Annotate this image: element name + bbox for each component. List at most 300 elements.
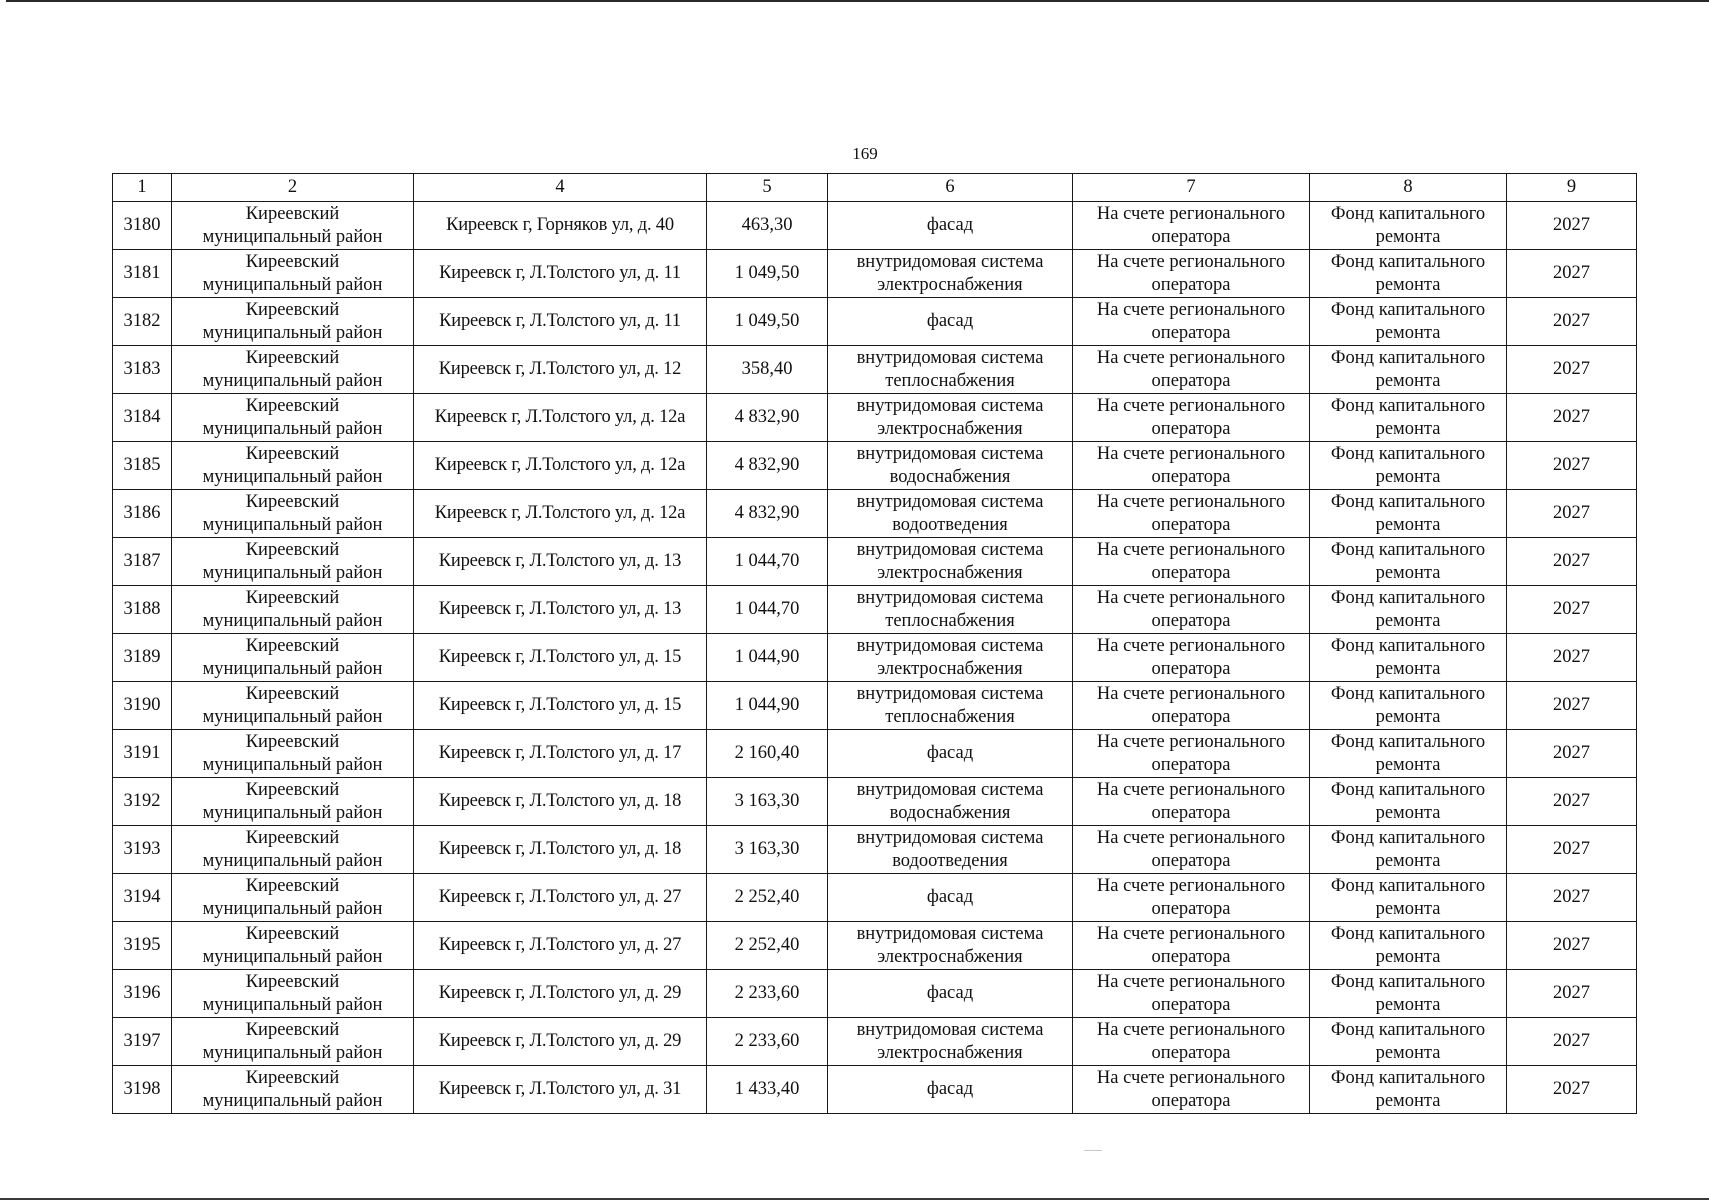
funding-source-line: Фонд капитального	[1330, 827, 1486, 848]
funding-source-line: ремонта	[1375, 370, 1441, 391]
building-address: Киреевск г, Л.Толстого ул, д. 29	[414, 1018, 707, 1066]
planned-year: 2027	[1507, 922, 1637, 970]
municipal-district-line: муниципальный район	[202, 274, 383, 295]
funding-source-line: ремонта	[1375, 898, 1441, 919]
planned-year: 2027	[1507, 490, 1637, 538]
funding-source-line: ремонта	[1375, 754, 1441, 775]
repair-work-type-line: фасад	[926, 1079, 974, 1099]
capital-repair-table	[112, 173, 1637, 1114]
municipal-district	[172, 346, 414, 394]
fund-account-method	[1073, 634, 1310, 682]
fund-account-method-line: оператора	[1151, 322, 1231, 343]
fund-account-method	[1073, 1018, 1310, 1066]
funding-source-line: Фонд капитального	[1330, 299, 1486, 320]
municipal-district-line: муниципальный район	[202, 850, 383, 871]
funding-source-line: Фонд капитального	[1330, 779, 1486, 800]
building-area: 2 160,40	[707, 730, 828, 778]
row-number: 3181	[113, 250, 172, 298]
municipal-district-line: Киреевский	[245, 923, 340, 944]
municipal-district	[172, 586, 414, 634]
fund-account-method	[1073, 778, 1310, 826]
table-row	[113, 730, 1637, 778]
fund-account-method	[1073, 586, 1310, 634]
funding-source-line: Фонд капитального	[1330, 491, 1486, 512]
table-row	[113, 298, 1637, 346]
fund-account-method-line: оператора	[1151, 562, 1231, 583]
municipal-district	[172, 1066, 414, 1114]
header-col-5: 5	[707, 174, 828, 202]
municipal-district	[172, 394, 414, 442]
fund-account-method-line: оператора	[1151, 514, 1231, 535]
fund-account-method	[1073, 250, 1310, 298]
repair-work-type-line: водоотведения	[892, 850, 1008, 871]
municipal-district-line: Киреевский	[245, 1067, 340, 1088]
municipal-district-line: Киреевский	[245, 1019, 340, 1040]
building-area: 1 049,50	[707, 298, 828, 346]
fund-account-method-line: оператора	[1151, 754, 1231, 775]
repair-work-type-line: внутридомовая система	[856, 1019, 1044, 1040]
building-address: Киреевск г, Л.Толстого ул, д. 13	[414, 586, 707, 634]
repair-work-type-line: водоснабжения	[889, 466, 1011, 487]
municipal-district-line: муниципальный район	[202, 1042, 383, 1063]
funding-source	[1310, 826, 1507, 874]
table-row	[113, 778, 1637, 826]
municipal-district-line: Киреевский	[245, 683, 340, 704]
building-address: Киреевск г, Л.Толстого ул, д. 31	[414, 1066, 707, 1114]
repair-work-type	[828, 394, 1073, 442]
header-col-7: 7	[1073, 174, 1310, 202]
fund-account-method-line: На счете регионального	[1096, 635, 1286, 656]
municipal-district-line: муниципальный район	[202, 418, 383, 439]
table-row	[113, 442, 1637, 490]
planned-year: 2027	[1507, 730, 1637, 778]
municipal-district-line: Киреевский	[245, 395, 340, 416]
municipal-district-line: Киреевский	[245, 443, 340, 464]
building-address: Киреевск г, Л.Толстого ул, д. 13	[414, 538, 707, 586]
repair-work-type-line: внутридомовая система	[856, 683, 1044, 704]
repair-work-type-line: фасад	[926, 983, 974, 1003]
funding-source-line: ремонта	[1375, 946, 1441, 967]
row-number: 3183	[113, 346, 172, 394]
fund-account-method	[1073, 730, 1310, 778]
row-number: 3196	[113, 970, 172, 1018]
building-area: 1 044,70	[707, 538, 828, 586]
funding-source-line: Фонд капитального	[1330, 443, 1486, 464]
building-area: 1 049,50	[707, 250, 828, 298]
municipal-district-line: Киреевский	[245, 251, 340, 272]
fund-account-method	[1073, 874, 1310, 922]
fund-account-method	[1073, 682, 1310, 730]
fund-account-method-line: оператора	[1151, 370, 1231, 391]
funding-source	[1310, 442, 1507, 490]
row-number: 3180	[113, 202, 172, 250]
fund-account-method-line: На счете регионального	[1096, 923, 1286, 944]
municipal-district-line: муниципальный район	[202, 226, 383, 247]
table-row	[113, 346, 1637, 394]
repair-work-type	[828, 970, 1073, 1018]
repair-work-type	[828, 250, 1073, 298]
municipal-district	[172, 634, 414, 682]
table-row	[113, 250, 1637, 298]
municipal-district-line: муниципальный район	[202, 370, 383, 391]
funding-source-line: Фонд капитального	[1330, 587, 1486, 608]
repair-work-type-line: фасад	[926, 215, 974, 235]
repair-work-type-line: электроснабжения	[877, 562, 1023, 583]
planned-year: 2027	[1507, 826, 1637, 874]
building-address: Киреевск г, Л.Толстого ул, д. 18	[414, 826, 707, 874]
municipal-district	[172, 538, 414, 586]
planned-year: 2027	[1507, 682, 1637, 730]
table-row	[113, 1018, 1637, 1066]
funding-source	[1310, 970, 1507, 1018]
funding-source-line: ремонта	[1375, 418, 1441, 439]
planned-year: 2027	[1507, 1066, 1637, 1114]
fund-account-method-line: оператора	[1151, 706, 1231, 727]
funding-source-line: Фонд капитального	[1330, 731, 1486, 752]
repair-work-type-line: внутридомовая система	[856, 539, 1044, 560]
repair-work-type	[828, 586, 1073, 634]
row-number: 3190	[113, 682, 172, 730]
funding-source-line: ремонта	[1375, 994, 1441, 1015]
fund-account-method-line: На счете регионального	[1096, 1019, 1286, 1040]
fund-account-method-line: оператора	[1151, 850, 1231, 871]
building-area: 2 233,60	[707, 970, 828, 1018]
funding-source-line: Фонд капитального	[1330, 539, 1486, 560]
building-address: Киреевск г, Л.Толстого ул, д. 17	[414, 730, 707, 778]
repair-work-type	[828, 730, 1073, 778]
row-number: 3193	[113, 826, 172, 874]
fund-account-method-line: оператора	[1151, 1042, 1231, 1063]
repair-work-type-line: теплоснабжения	[885, 706, 1015, 727]
municipal-district	[172, 778, 414, 826]
fund-account-method-line: оператора	[1151, 1090, 1231, 1111]
row-number: 3188	[113, 586, 172, 634]
row-number: 3192	[113, 778, 172, 826]
repair-work-type	[828, 538, 1073, 586]
repair-work-type-line: водоотведения	[892, 514, 1008, 535]
row-number: 3185	[113, 442, 172, 490]
building-area: 1 044,90	[707, 682, 828, 730]
fund-account-method	[1073, 538, 1310, 586]
row-number: 3198	[113, 1066, 172, 1114]
municipal-district	[172, 442, 414, 490]
fund-account-method-line: оператора	[1151, 226, 1231, 247]
funding-source-line: Фонд капитального	[1330, 971, 1486, 992]
fund-account-method	[1073, 298, 1310, 346]
table-row	[113, 634, 1637, 682]
fund-account-method	[1073, 922, 1310, 970]
repair-work-type-line: внутридомовая система	[856, 779, 1044, 800]
fund-account-method-line: оператора	[1151, 898, 1231, 919]
funding-source-line: Фонд капитального	[1330, 875, 1486, 896]
funding-source	[1310, 202, 1507, 250]
planned-year: 2027	[1507, 538, 1637, 586]
funding-source-line: Фонд капитального	[1330, 635, 1486, 656]
municipal-district-line: муниципальный район	[202, 802, 383, 823]
building-area: 1 044,70	[707, 586, 828, 634]
building-area: 463,30	[707, 202, 828, 250]
funding-source	[1310, 298, 1507, 346]
funding-source	[1310, 250, 1507, 298]
repair-work-type-line: внутридомовая система	[856, 923, 1044, 944]
municipal-district-line: Киреевский	[245, 971, 340, 992]
row-number: 3194	[113, 874, 172, 922]
building-address: Киреевск г, Л.Толстого ул, д. 12а	[414, 394, 707, 442]
repair-work-type	[828, 442, 1073, 490]
municipal-district	[172, 922, 414, 970]
fund-account-method-line: На счете регионального	[1096, 347, 1286, 368]
funding-source	[1310, 586, 1507, 634]
funding-source-line: ремонта	[1375, 226, 1441, 247]
fund-account-method-line: оператора	[1151, 466, 1231, 487]
repair-work-type-line: фасад	[926, 311, 974, 331]
municipal-district-line: Киреевский	[245, 827, 340, 848]
repair-work-type	[828, 922, 1073, 970]
municipal-district	[172, 490, 414, 538]
fund-account-method	[1073, 346, 1310, 394]
header-col-4: 4	[414, 174, 707, 202]
fund-account-method-line: На счете регионального	[1096, 875, 1286, 896]
header-col-1: 1	[113, 174, 172, 202]
planned-year: 2027	[1507, 202, 1637, 250]
funding-source-line: ремонта	[1375, 706, 1441, 727]
municipal-district-line: муниципальный район	[202, 466, 383, 487]
fund-account-method-line: оператора	[1151, 994, 1231, 1015]
table-row	[113, 394, 1637, 442]
municipal-district-line: муниципальный район	[202, 1090, 383, 1111]
funding-source-line: Фонд капитального	[1330, 923, 1486, 944]
fund-account-method-line: оператора	[1151, 418, 1231, 439]
repair-work-type-line: внутридомовая система	[856, 251, 1044, 272]
municipal-district-line: муниципальный район	[202, 994, 383, 1015]
fund-account-method-line: оператора	[1151, 658, 1231, 679]
funding-source-line: ремонта	[1375, 802, 1441, 823]
table-row	[113, 1066, 1637, 1114]
header-col-9: 9	[1507, 174, 1637, 202]
table-row	[113, 202, 1637, 250]
funding-source	[1310, 634, 1507, 682]
fund-account-method-line: На счете регионального	[1096, 203, 1286, 224]
repair-work-type	[828, 298, 1073, 346]
repair-work-type	[828, 346, 1073, 394]
building-area: 4 832,90	[707, 442, 828, 490]
building-address: Киреевск г, Л.Толстого ул, д. 18	[414, 778, 707, 826]
fund-account-method-line: На счете регионального	[1096, 731, 1286, 752]
funding-source	[1310, 730, 1507, 778]
funding-source	[1310, 538, 1507, 586]
building-address: Киреевск г, Л.Толстого ул, д. 11	[414, 298, 707, 346]
municipal-district-line: Киреевский	[245, 203, 340, 224]
fund-account-method-line: На счете регионального	[1096, 587, 1286, 608]
building-address: Киреевск г, Л.Толстого ул, д. 15	[414, 634, 707, 682]
scan-top-edge-line	[6, 0, 1709, 2]
fund-account-method-line: оператора	[1151, 274, 1231, 295]
municipal-district-line: Киреевский	[245, 539, 340, 560]
fund-account-method-line: оператора	[1151, 610, 1231, 631]
planned-year: 2027	[1507, 1018, 1637, 1066]
building-area: 3 163,30	[707, 826, 828, 874]
municipal-district-line: Киреевский	[245, 491, 340, 512]
funding-source-line: ремонта	[1375, 850, 1441, 871]
funding-source-line: ремонта	[1375, 562, 1441, 583]
repair-work-type	[828, 874, 1073, 922]
planned-year: 2027	[1507, 298, 1637, 346]
municipal-district-line: муниципальный район	[202, 754, 383, 775]
fund-account-method	[1073, 202, 1310, 250]
building-area: 1 433,40	[707, 1066, 828, 1114]
building-address: Киреевск г, Л.Толстого ул, д. 15	[414, 682, 707, 730]
row-number: 3186	[113, 490, 172, 538]
table-row	[113, 490, 1637, 538]
municipal-district	[172, 826, 414, 874]
fund-account-method-line: На счете регионального	[1096, 395, 1286, 416]
building-address: Киреевск г, Л.Толстого ул, д. 27	[414, 922, 707, 970]
funding-source-line: ремонта	[1375, 466, 1441, 487]
fund-account-method-line: На счете регионального	[1096, 971, 1286, 992]
fund-account-method	[1073, 442, 1310, 490]
repair-work-type	[828, 1018, 1073, 1066]
repair-work-type-line: электроснабжения	[877, 946, 1023, 967]
repair-work-type-line: электроснабжения	[877, 1042, 1023, 1063]
municipal-district-line: муниципальный район	[202, 706, 383, 727]
planned-year: 2027	[1507, 394, 1637, 442]
fund-account-method	[1073, 490, 1310, 538]
table-row	[113, 538, 1637, 586]
fund-account-method-line: оператора	[1151, 946, 1231, 967]
funding-source	[1310, 682, 1507, 730]
header-col-2: 2	[172, 174, 414, 202]
table-row	[113, 826, 1637, 874]
repair-work-type	[828, 202, 1073, 250]
repair-work-type-line: внутридомовая система	[856, 827, 1044, 848]
repair-work-type-line: внутридомовая система	[856, 347, 1044, 368]
repair-work-type-line: электроснабжения	[877, 274, 1023, 295]
repair-work-type	[828, 826, 1073, 874]
planned-year: 2027	[1507, 346, 1637, 394]
repair-work-type-line: теплоснабжения	[885, 370, 1015, 391]
fund-account-method	[1073, 1066, 1310, 1114]
row-number: 3195	[113, 922, 172, 970]
repair-work-type	[828, 490, 1073, 538]
municipal-district	[172, 202, 414, 250]
fund-account-method-line: На счете регионального	[1096, 299, 1286, 320]
planned-year: 2027	[1507, 970, 1637, 1018]
municipal-district-line: муниципальный район	[202, 658, 383, 679]
municipal-district-line: Киреевский	[245, 635, 340, 656]
building-address: Киреевск г, Л.Толстого ул, д. 12	[414, 346, 707, 394]
building-address: Киреевск г, Л.Толстого ул, д. 12а	[414, 442, 707, 490]
building-area: 2 252,40	[707, 922, 828, 970]
fund-account-method-line: На счете регионального	[1096, 443, 1286, 464]
fund-account-method-line: На счете регионального	[1096, 539, 1286, 560]
building-area: 4 832,90	[707, 490, 828, 538]
repair-work-type-line: электроснабжения	[877, 658, 1023, 679]
municipal-district-line: Киреевский	[245, 779, 340, 800]
municipal-district-line: муниципальный район	[202, 322, 383, 343]
funding-source-line: ремонта	[1375, 274, 1441, 295]
municipal-district	[172, 874, 414, 922]
funding-source	[1310, 490, 1507, 538]
municipal-district-line: муниципальный район	[202, 610, 383, 631]
building-area: 4 832,90	[707, 394, 828, 442]
page-number: 169	[852, 144, 878, 163]
municipal-district	[172, 682, 414, 730]
funding-source	[1310, 778, 1507, 826]
funding-source	[1310, 874, 1507, 922]
row-number: 3184	[113, 394, 172, 442]
row-number: 3191	[113, 730, 172, 778]
planned-year: 2027	[1507, 586, 1637, 634]
repair-work-type	[828, 1066, 1073, 1114]
repair-work-type-line: фасад	[926, 743, 974, 763]
municipal-district-line: Киреевский	[245, 875, 340, 896]
funding-source	[1310, 394, 1507, 442]
repair-work-type-line: внутридомовая система	[856, 395, 1044, 416]
scan-artifact-mark	[1084, 1150, 1102, 1151]
planned-year: 2027	[1507, 778, 1637, 826]
funding-source	[1310, 346, 1507, 394]
municipal-district-line: Киреевский	[245, 731, 340, 752]
planned-year: 2027	[1507, 442, 1637, 490]
fund-account-method-line: оператора	[1151, 802, 1231, 823]
building-address: Киреевск г, Л.Толстого ул, д. 27	[414, 874, 707, 922]
table-row	[113, 970, 1637, 1018]
repair-work-type-line: электроснабжения	[877, 418, 1023, 439]
funding-source-line: ремонта	[1375, 610, 1441, 631]
municipal-district-line: муниципальный район	[202, 946, 383, 967]
municipal-district-line: муниципальный район	[202, 514, 383, 535]
fund-account-method-line: На счете регионального	[1096, 1067, 1286, 1088]
building-address: Киреевск г, Л.Толстого ул, д. 29	[414, 970, 707, 1018]
table-row	[113, 874, 1637, 922]
fund-account-method-line: На счете регионального	[1096, 491, 1286, 512]
funding-source-line: Фонд капитального	[1330, 347, 1486, 368]
table-row	[113, 922, 1637, 970]
table-body	[113, 202, 1637, 1114]
fund-account-method-line: На счете регионального	[1096, 827, 1286, 848]
building-address: Киреевск г, Горняков ул, д. 40	[414, 202, 707, 250]
header-col-8: 8	[1310, 174, 1507, 202]
building-area: 3 163,30	[707, 778, 828, 826]
funding-source-line: Фонд капитального	[1330, 203, 1486, 224]
fund-account-method	[1073, 970, 1310, 1018]
row-number: 3197	[113, 1018, 172, 1066]
fund-account-method	[1073, 826, 1310, 874]
repair-work-type-line: внутридомовая система	[856, 443, 1044, 464]
repair-work-type-line: водоснабжения	[889, 802, 1011, 823]
funding-source-line: ремонта	[1375, 1042, 1441, 1063]
repair-work-type	[828, 634, 1073, 682]
funding-source	[1310, 1066, 1507, 1114]
repair-work-type-line: внутридомовая система	[856, 491, 1044, 512]
fund-account-method-line: На счете регионального	[1096, 779, 1286, 800]
funding-source-line: ремонта	[1375, 514, 1441, 535]
funding-source-line: Фонд капитального	[1330, 251, 1486, 272]
building-area: 2 252,40	[707, 874, 828, 922]
funding-source	[1310, 1018, 1507, 1066]
municipal-district	[172, 250, 414, 298]
funding-source	[1310, 922, 1507, 970]
repair-work-type-line: внутридомовая система	[856, 635, 1044, 656]
fund-account-method	[1073, 394, 1310, 442]
fund-account-method-line: На счете регионального	[1096, 251, 1286, 272]
municipal-district	[172, 1018, 414, 1066]
municipal-district-line: Киреевский	[245, 299, 340, 320]
municipal-district-line: Киреевский	[245, 587, 340, 608]
fund-account-method-line: На счете регионального	[1096, 683, 1286, 704]
planned-year: 2027	[1507, 634, 1637, 682]
funding-source-line: Фонд капитального	[1330, 1067, 1486, 1088]
